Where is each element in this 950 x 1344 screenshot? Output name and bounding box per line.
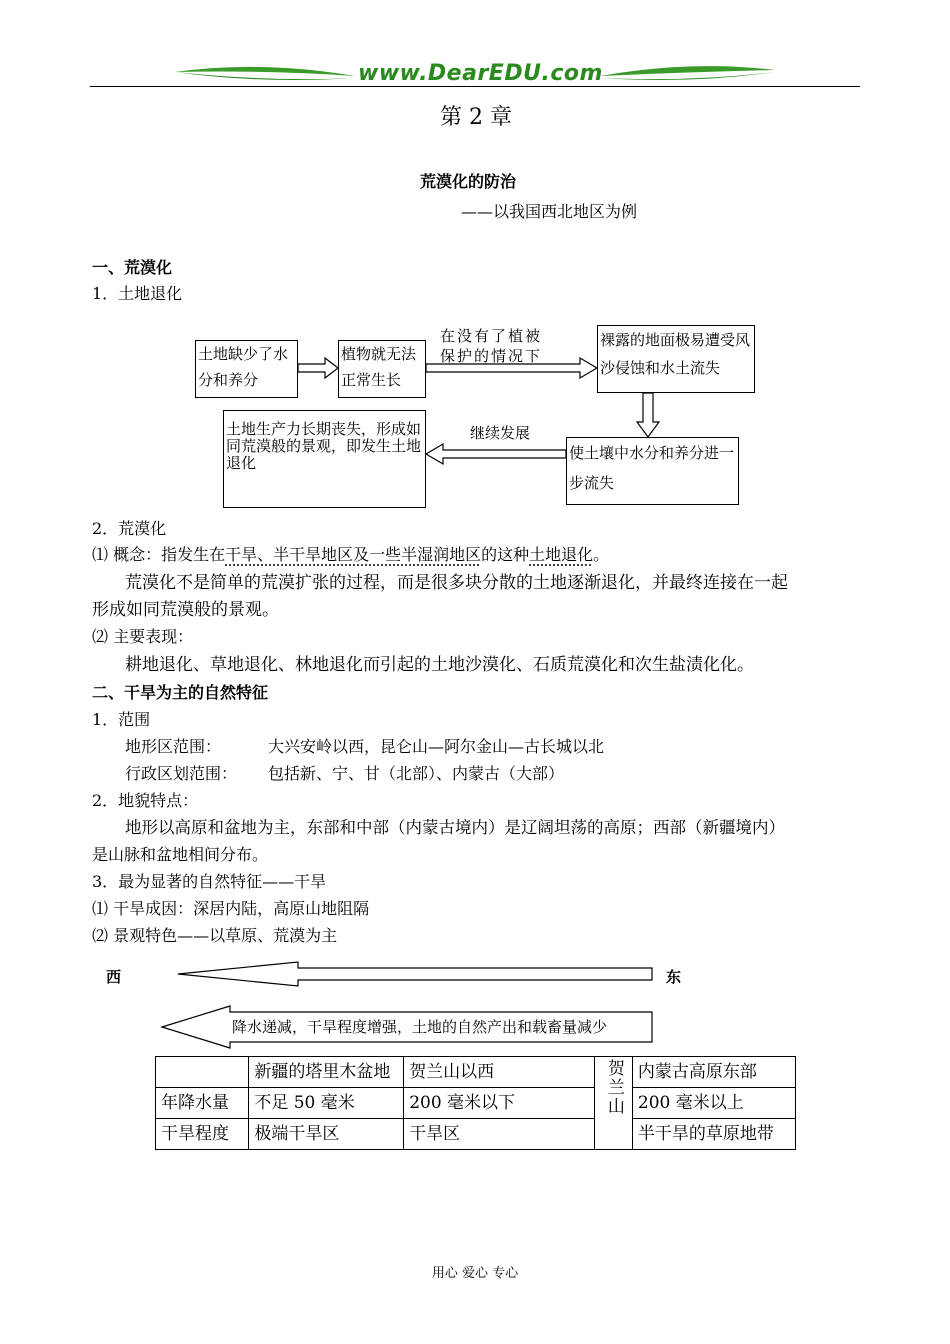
flow-arrows xyxy=(0,0,950,520)
concept-degradation: 土地退化 xyxy=(529,545,594,564)
arrow-right-2 xyxy=(426,358,597,378)
landform-text: 地形以高原和盆地为主，东部和中部（内蒙古境内）是辽阔坦荡的高原；西部（新疆境内） xyxy=(125,818,785,837)
table-header-row xyxy=(156,1057,796,1088)
table-header-helan-mountain: 贺兰山 xyxy=(594,1057,632,1150)
gradient-arrow-text: 降水递减，干旱程度增强，土地的自然产出和载畜量减少 xyxy=(232,1018,608,1036)
admin-value: 包括新、宁、甘（北部）、内蒙古（大部） xyxy=(268,764,565,783)
concept-regions: 干旱、半干旱地区及一些半湿润地区 xyxy=(225,545,482,564)
feature-title: 3．最为显著的自然特征——干旱 xyxy=(92,872,327,891)
main-expression-text: 耕地退化、草地退化、林地退化而引起的土地沙漠化、石质荒漠化和次生盐渍化化。 xyxy=(125,655,754,675)
flow-arrow-label-continue: 继续发展 xyxy=(470,424,531,442)
page-footer: 用心 爱心 专心 xyxy=(431,1266,519,1281)
page-subtitle: ——以我国西北地区为例 xyxy=(461,202,638,221)
concept-mid: 的这种 xyxy=(481,545,530,564)
subsection-land-degradation: 1．土地退化 xyxy=(92,284,183,303)
flow-box-erosion: 裸露的地面极易遭受风沙侵蚀和水土流失 xyxy=(597,325,755,393)
paragraph-desertification-cont: 形成如同荒漠般的景观。 xyxy=(92,600,279,620)
arrow-down xyxy=(637,393,659,437)
site-logo-text: www.DearEDU.com xyxy=(358,61,603,86)
table-cell: 年降水量 xyxy=(156,1088,249,1119)
flow-box-further-loss: 使土壤中水分和养分进一步流失 xyxy=(566,437,739,505)
landform-title: 2．地貌特点： xyxy=(92,791,199,810)
admin-label: 行政区划范围： xyxy=(125,764,238,783)
table-cell: 不足 50 毫米 xyxy=(249,1088,404,1119)
page-title: 荒漠化的防治 xyxy=(420,172,517,191)
flow-box-land-degradation: 土地生产力长期丧失，形成如同荒漠般的景观，即发生土地退化 xyxy=(223,410,426,508)
terrain-value: 大兴安岭以西，昆仑山—阿尔金山—古长城以北 xyxy=(268,737,605,756)
chapter-title: 第 2 章 xyxy=(440,105,512,130)
section1-heading: 一、荒漠化 xyxy=(92,258,173,277)
paragraph-desertification: 荒漠化不是简单的荒漠扩张的过程，而是很多块分散的土地逐渐退化，并最终连接在一起 xyxy=(125,573,788,593)
table-row xyxy=(156,1088,796,1119)
section2-heading: 二、干旱为主的自然特征 xyxy=(92,683,269,702)
table-cell: 干旱区 xyxy=(404,1119,595,1150)
table-header-tarim: 新疆的塔里木盆地 xyxy=(249,1057,404,1088)
table-row xyxy=(156,1119,796,1150)
concept-prefix: ⑴ 概念：指发生在 xyxy=(92,545,226,564)
table-header-west-helan: 贺兰山以西 xyxy=(404,1057,595,1088)
east-label: 东 xyxy=(666,968,682,986)
table-cell: 200 毫米以上 xyxy=(632,1088,795,1119)
table-cell: 极端干旱区 xyxy=(249,1119,404,1150)
region-table xyxy=(155,1056,796,1150)
table-header-inner-mongolia-east: 内蒙古高原东部 xyxy=(632,1057,795,1088)
table-cell: 干旱程度 xyxy=(156,1119,249,1150)
arrow-west-top xyxy=(178,962,652,986)
table-cell: 半干旱的草原地带 xyxy=(632,1119,795,1150)
concept-end: 。 xyxy=(593,545,610,564)
subsection-desertification: 2．荒漠化 xyxy=(92,519,167,538)
flow-arrow-label: 在没有了植被保护的情况下 xyxy=(440,327,543,365)
range-title: 1．范围 xyxy=(92,710,151,729)
arrow-left xyxy=(426,444,566,464)
main-expression-title: ⑵ 主要表现： xyxy=(92,627,194,646)
table-cell: 200 毫米以下 xyxy=(404,1088,595,1119)
west-label: 西 xyxy=(106,968,122,986)
terrain-label: 地形区范围： xyxy=(125,737,222,756)
table-corner-cell xyxy=(156,1057,249,1088)
arrow-right-1 xyxy=(298,358,338,378)
flow-box-plants-cannot-grow: 植物就无法正常生长 xyxy=(338,340,426,398)
flow-box-lack-water: 土地缺少了水分和养分 xyxy=(195,340,298,398)
drought-cause: ⑴ 干旱成因：深居内陆，高原山地阻隔 xyxy=(92,899,370,918)
landform-text-cont: 是山脉和盆地相间分布。 xyxy=(92,845,269,864)
concept-line xyxy=(92,545,609,565)
landscape-feature: ⑵ 景观特色——以草原、荒漠为主 xyxy=(92,926,338,945)
